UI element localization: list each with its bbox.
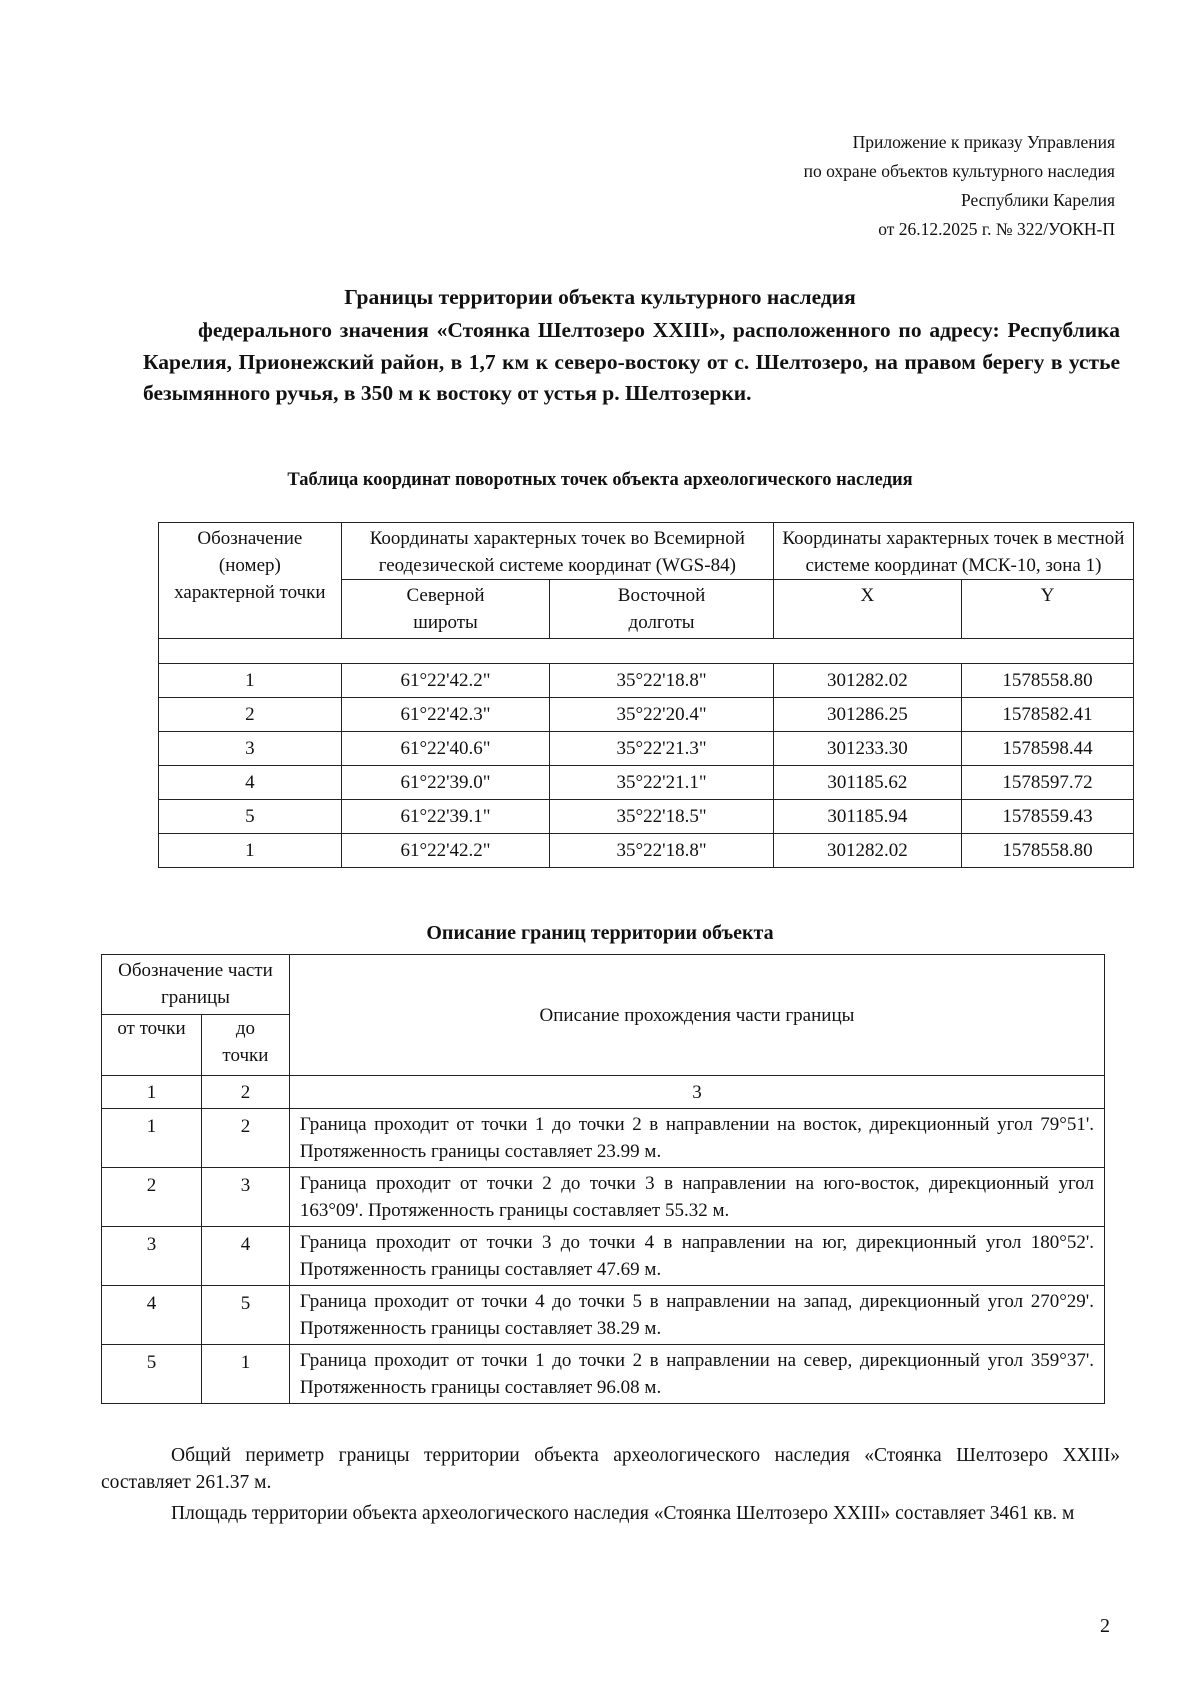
table-row xyxy=(102,1286,1105,1345)
cell-lat: 61°22'39.0" xyxy=(341,766,550,800)
coord-table-caption: Таблица координат поворотных точек объекта археологического наследия xyxy=(287,470,913,490)
boundary-description-table xyxy=(101,954,1105,1404)
table-row xyxy=(102,1227,1105,1286)
table-row xyxy=(159,664,1134,698)
cell-lon: 35°22'21.3" xyxy=(550,732,774,766)
table-row xyxy=(159,766,1134,800)
cell-lon: 35°22'21.1" xyxy=(550,766,774,800)
cell-lon: 35°22'18.8" xyxy=(550,664,774,698)
cell-y: 1578559.43 xyxy=(961,800,1133,834)
cell-to: 3 xyxy=(201,1168,289,1227)
table-row xyxy=(102,1168,1105,1227)
cell-to: 1 xyxy=(201,1345,289,1404)
cell-x: 301233.30 xyxy=(773,732,961,766)
cell-lon: 35°22'18.5" xyxy=(550,800,774,834)
cell-lat: 61°22'39.1" xyxy=(341,800,550,834)
cell-y: 1578598.44 xyxy=(961,732,1133,766)
area-paragraph: Площадь территории объекта археологического наследия «Стоянка Шелтозеро XXIII» составляет 3461 кв. м xyxy=(171,1503,1075,1524)
cell-from: 1 xyxy=(102,1109,202,1168)
cell-point: 1 xyxy=(159,664,342,698)
order-reference-line-1: Приложение к приказу Управления xyxy=(852,132,1115,152)
header-lon: Восточной долготы xyxy=(550,580,774,639)
header-description: Описание прохождения части границы xyxy=(289,955,1104,1076)
cell-from: 2 xyxy=(102,1168,202,1227)
cell-description: Граница проходит от точки 2 до точки 3 в направлении на юго-восток, дирекционный угол 163°09'. Протяженность границы составляет 55.32 м. xyxy=(289,1168,1104,1227)
spacer-row xyxy=(159,639,1134,664)
cell-x: 301185.62 xyxy=(773,766,961,800)
header-point: Обозначение (номер) характерной точки xyxy=(159,523,342,639)
cell-x: 301282.02 xyxy=(773,834,961,868)
cell-lat: 61°22'42.3" xyxy=(341,698,550,732)
order-reference-line-3: Республики Карелия xyxy=(960,190,1115,210)
cell-y: 1578597.72 xyxy=(961,766,1133,800)
table-row xyxy=(159,732,1134,766)
header-wgs: Координаты характерных точек во Всемирной геодезической системе координат (WGS-84) xyxy=(341,523,773,580)
cell-point: 3 xyxy=(159,732,342,766)
cell-point: 2 xyxy=(159,698,342,732)
cell-point: 1 xyxy=(159,834,342,868)
cell-y: 1578582.41 xyxy=(961,698,1133,732)
cell-description: Граница проходит от точки 4 до точки 5 в направлении на запад, дирекционный угол 270°29'. Протяженность границы составляет 38.29 м. xyxy=(289,1286,1104,1345)
cell-lon: 35°22'20.4" xyxy=(550,698,774,732)
table-row xyxy=(159,834,1134,868)
header-to: до точки xyxy=(201,1015,289,1076)
cell-x: 301282.02 xyxy=(773,664,961,698)
cell-point: 4 xyxy=(159,766,342,800)
cell-description: Граница проходит от точки 1 до точки 2 в направлении на восток, дирекционный угол 79°51'. Протяженность границы составляет 23.99 м. xyxy=(289,1109,1104,1168)
perimeter-paragraph: Общий периметр границы территории объекта археологического наследия «Стоянка Шелтозеро XXIII» составляет 261.37 м. xyxy=(101,1445,1120,1493)
cell-lat: 61°22'42.2" xyxy=(341,834,550,868)
cell-to: 4 xyxy=(201,1227,289,1286)
header-part: Обозначение части границы xyxy=(102,955,290,1015)
header-col-3: 3 xyxy=(289,1076,1104,1109)
header-local: Координаты характерных точек в местной системе координат (МСК-10, зона 1) xyxy=(773,523,1133,580)
document-subtitle: федерального значения «Стоянка Шелтозеро XXIII», расположенного по адресу: Республика Карелия, Прионежский район, в 1,7 км к северо-востоку от с. Шелтозеро, на правом берегу в устье безымянного ручья, в 350 м к востоку от устья р. Шелтозерки. xyxy=(143,318,1120,405)
order-reference-line-4: от 26.12.2025 г. № 322/УОКН-П xyxy=(878,219,1115,239)
cell-from: 5 xyxy=(102,1345,202,1404)
header-col-2: 2 xyxy=(201,1076,289,1109)
cell-lon: 35°22'18.8" xyxy=(550,834,774,868)
cell-y: 1578558.80 xyxy=(961,834,1133,868)
cell-to: 2 xyxy=(201,1109,289,1168)
cell-from: 4 xyxy=(102,1286,202,1345)
cell-lat: 61°22'40.6" xyxy=(341,732,550,766)
table-row xyxy=(159,698,1134,732)
header-lat: Северной широты xyxy=(341,580,550,639)
cell-to: 5 xyxy=(201,1286,289,1345)
cell-description: Граница проходит от точки 1 до точки 2 в направлении на север, дирекционный угол 359°37'. Протяженность границы составляет 96.08 м. xyxy=(289,1345,1104,1404)
cell-from: 3 xyxy=(102,1227,202,1286)
coordinates-table xyxy=(158,522,1134,868)
cell-x: 301185.94 xyxy=(773,800,961,834)
page-number: 2 xyxy=(1100,1615,1110,1637)
cell-description: Граница проходит от точки 3 до точки 4 в направлении на юг, дирекционный угол 180°52'. Протяженность границы составляет 47.69 м. xyxy=(289,1227,1104,1286)
header-y: Y xyxy=(961,580,1133,639)
header-x: X xyxy=(773,580,961,639)
header-from: от точки xyxy=(102,1015,202,1076)
cell-y: 1578558.80 xyxy=(961,664,1133,698)
header-col-1: 1 xyxy=(102,1076,202,1109)
cell-x: 301286.25 xyxy=(773,698,961,732)
table-row xyxy=(159,800,1134,834)
desc-table-caption: Описание границ территории объекта xyxy=(426,922,774,944)
table-row xyxy=(102,1109,1105,1168)
cell-point: 5 xyxy=(159,800,342,834)
order-reference-line-2: по охране объектов культурного наследия xyxy=(803,161,1115,181)
document-title: Границы территории объекта культурного наследия xyxy=(344,285,856,309)
cell-lat: 61°22'42.2" xyxy=(341,664,550,698)
table-row xyxy=(102,1345,1105,1404)
order-reference xyxy=(804,128,1115,244)
